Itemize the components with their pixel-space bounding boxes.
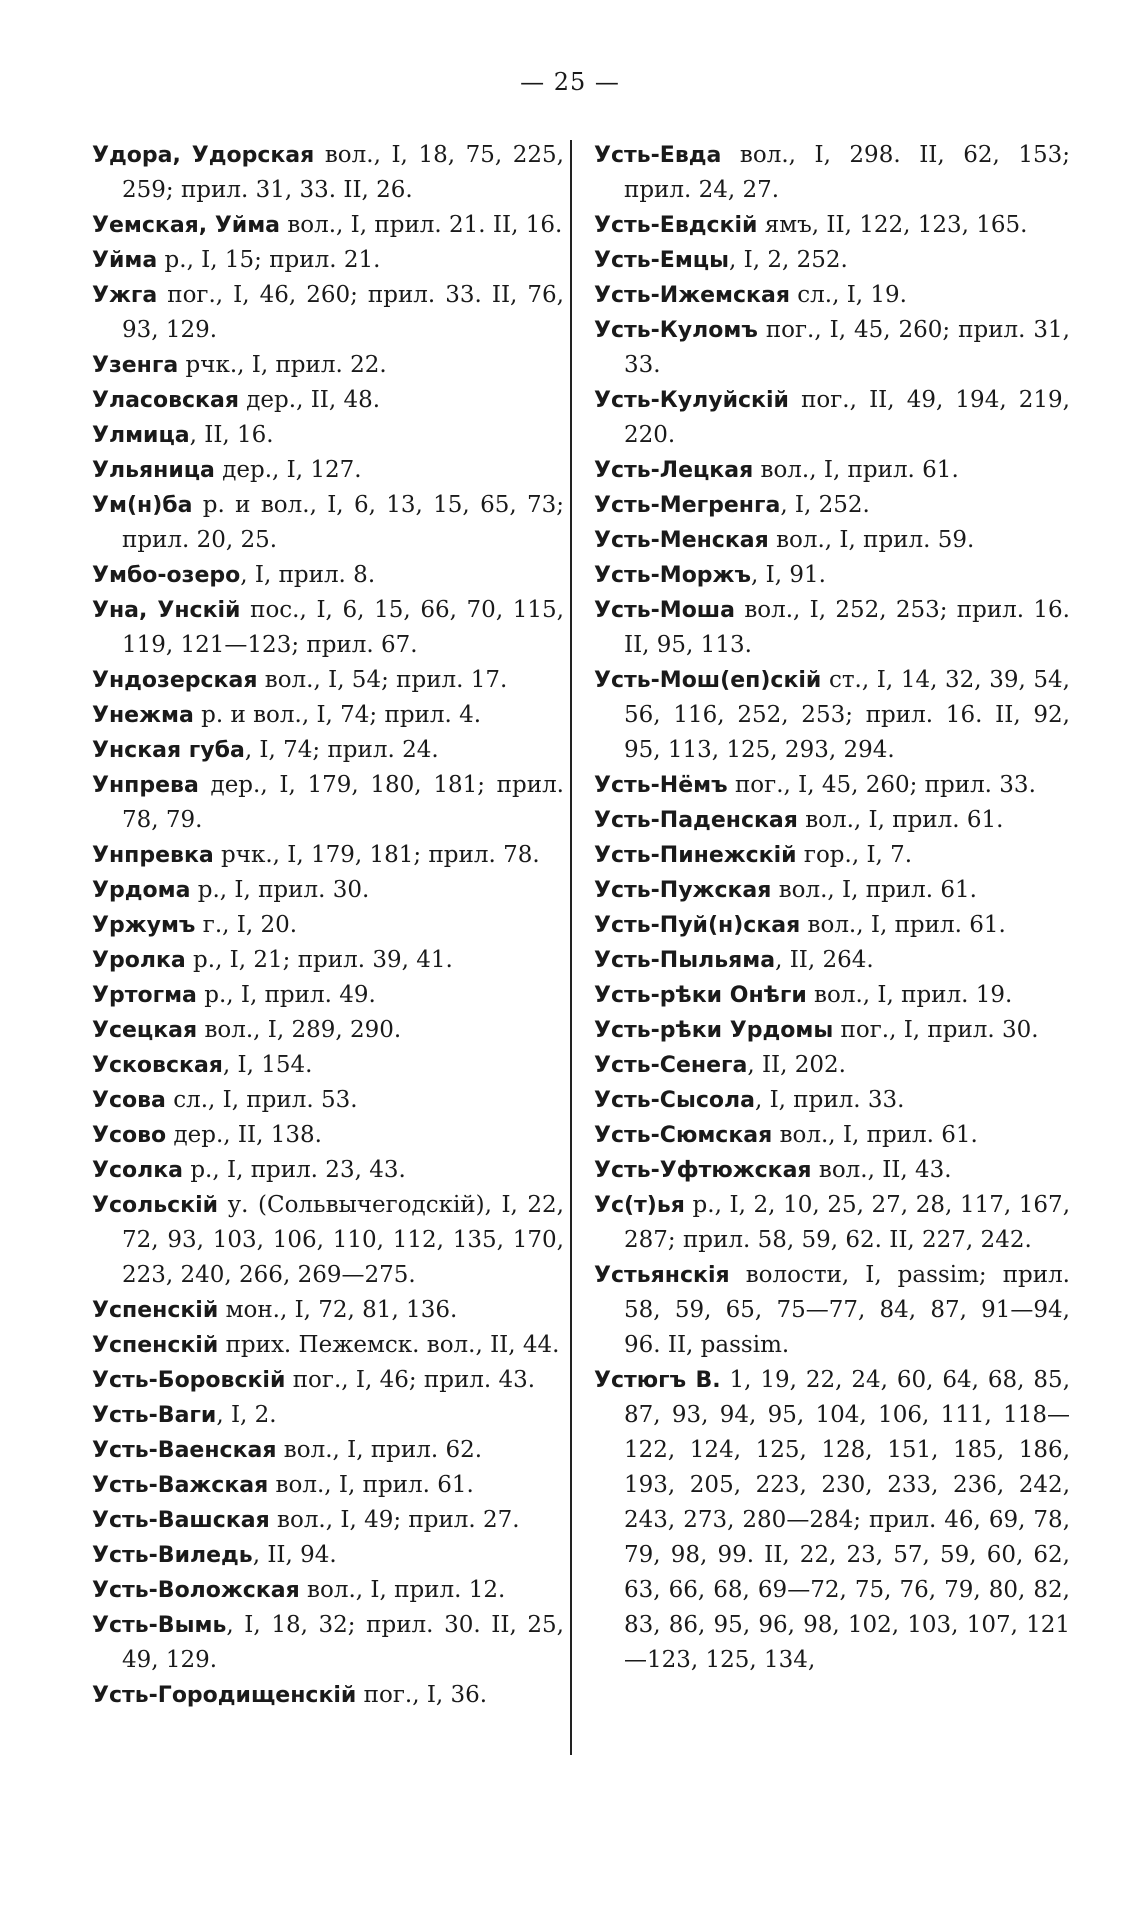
index-entry — [594, 278, 1070, 313]
entry-references: гор., I, 7. — [796, 842, 913, 868]
entry-references: вол., I, прил. 12. — [299, 1577, 506, 1603]
entry-references: , II, 16. — [189, 422, 274, 448]
index-entry — [92, 698, 564, 733]
entry-references: ямъ, II, 122, 123, 165. — [757, 212, 1028, 238]
entry-headword: Усть-Уфтюжская — [594, 1158, 812, 1183]
left-index-column — [92, 138, 564, 1713]
index-entry — [92, 138, 564, 208]
index-entry — [594, 803, 1070, 838]
index-entry — [92, 978, 564, 1013]
entry-references: г., I, 20. — [195, 912, 298, 938]
entry-references: вол., I, прил. 61. — [772, 1122, 978, 1148]
entry-references: дер., I, 127. — [214, 457, 362, 483]
index-entry — [92, 243, 564, 278]
entry-headword: Ус(т)ья — [594, 1193, 685, 1218]
entry-headword: Ужга — [92, 283, 158, 308]
index-entry — [594, 1363, 1070, 1678]
entry-headword: Усть-Лецкая — [594, 458, 754, 483]
index-entry — [594, 838, 1070, 873]
entry-references: , I, прил. 8. — [240, 562, 376, 588]
entry-references: пог., I, прил. 30. — [833, 1017, 1039, 1043]
index-entry — [594, 243, 1070, 278]
index-entry — [92, 453, 564, 488]
entry-references: р., I, прил. 23, 43. — [183, 1157, 406, 1183]
entry-headword: Усть-Кулуйскій — [594, 388, 789, 413]
entry-headword: Унпревка — [92, 843, 214, 868]
entry-references: ст., I, 14, 32, 39, 54, 56, 116, 252, 253; прил. 16. II, 92, 95, 113, 125, 293, 294. — [624, 667, 1070, 763]
index-entry — [92, 1468, 564, 1503]
entry-references: пог., I, 36. — [356, 1682, 488, 1708]
entry-headword: Усть-Мош(еп)скій — [594, 668, 822, 693]
entry-references: вол., I, 18, 75, 225, 259; прил. 31, 33. II, 26. — [122, 142, 564, 203]
entry-headword: Усть-Пинежскій — [594, 843, 797, 868]
entry-references: пог., II, 49, 194, 219, 220. — [624, 387, 1070, 448]
entry-headword: Усть-Сюмская — [594, 1123, 773, 1148]
entry-references: вол., II, 43. — [811, 1157, 952, 1183]
index-entry — [92, 838, 564, 873]
index-entry — [594, 768, 1070, 803]
entry-references: , I, 74; прил. 24. — [244, 737, 439, 763]
index-entry — [92, 908, 564, 943]
entry-headword: Умбо-озеро — [92, 563, 241, 588]
entry-headword: Узенга — [92, 353, 179, 378]
index-entry — [594, 1118, 1070, 1153]
index-entry — [92, 208, 564, 243]
right-index-column — [594, 138, 1070, 1678]
entry-references: р. и вол., I, 6, 13, 15, 65, 73; прил. 20, 25. — [122, 492, 564, 553]
entry-references: вол., I, 49; прил. 27. — [269, 1507, 520, 1533]
index-entry — [92, 1153, 564, 1188]
index-entry — [92, 383, 564, 418]
entry-headword: Усть-Ваенская — [92, 1438, 277, 1463]
index-entry — [92, 1013, 564, 1048]
entry-headword: Усть-Важская — [92, 1473, 269, 1498]
entry-references: , II, 94. — [252, 1542, 337, 1568]
index-entry — [594, 1153, 1070, 1188]
index-entry — [594, 208, 1070, 243]
index-entry — [92, 1048, 564, 1083]
entry-references: , I, 2. — [216, 1402, 277, 1428]
index-entry — [594, 593, 1070, 663]
entry-references: , II, 264. — [775, 947, 874, 973]
entry-headword: Удора, Удорская — [92, 143, 315, 168]
entry-headword: Унежма — [92, 703, 194, 728]
index-entry — [92, 1433, 564, 1468]
index-entry — [594, 873, 1070, 908]
entry-references: пос., I, 6, 15, 66, 70, 115, 119, 121—123; прил. 67. — [122, 597, 564, 658]
entry-references: волости, I, passim; прил. 58, 59, 65, 75—77, 84, 87, 91—94, 96. II, passim. — [624, 1262, 1070, 1358]
entry-headword: Успенскій — [92, 1333, 219, 1358]
entry-headword: Успенскій — [92, 1298, 219, 1323]
index-entry — [92, 663, 564, 698]
entry-headword: Ульяница — [92, 458, 215, 483]
index-entry — [594, 1083, 1070, 1118]
entry-references: пог., I, 46; прил. 43. — [285, 1367, 536, 1393]
entry-references: р., I, 2, 10, 25, 27, 28, 117, 167, 287; прил. 58, 59, 62. II, 227, 242. — [624, 1192, 1070, 1253]
entry-references: , I, 2, 252. — [729, 247, 848, 273]
entry-headword: Усова — [92, 1088, 166, 1113]
index-entry — [92, 558, 564, 593]
entry-headword: Ум(н)ба — [92, 493, 193, 518]
index-entry — [594, 978, 1070, 1013]
entry-headword: Устьянскія — [594, 1263, 730, 1288]
entry-headword: Усецкая — [92, 1018, 198, 1043]
entry-headword: Усть-Воложская — [92, 1578, 300, 1603]
index-entry — [594, 523, 1070, 558]
index-entry — [92, 418, 564, 453]
index-entry — [594, 453, 1070, 488]
column-divider — [570, 140, 572, 1755]
entry-references: вол., I, 298. II, 62, 153; прил. 24, 27. — [624, 142, 1070, 203]
entry-references: вол., I, 289, 290. — [197, 1017, 402, 1043]
entry-headword: Усть-Боровскій — [92, 1368, 286, 1393]
entry-references: 1, 19, 22, 24, 60, 64, 68, 85, 87, 93, 94, 95, 104, 106, 111, 118—122, 124, 125, 128, 151, 185, 186, 193, 205, 223, 230, 233, 236, 242, 243, 273, 280—284; прил. 46, 69, 78, 79, 98, 99. II, 22, 23, 57, 59, 60, 62, 63, 66, 68, 69—72, 75, 76, 79, 80, 82, 83, 86, 95, 96, 98, 102, 103, 107, 121—123, 125, 134, — [624, 1367, 1070, 1673]
entry-references: пог., I, 46, 260; прил. 33. II, 76, 93, 129. — [122, 282, 564, 343]
entry-references: , II, 202. — [747, 1052, 846, 1078]
entry-references: рчк., I, прил. 22. — [178, 352, 387, 378]
entry-headword: Уржумъ — [92, 913, 196, 938]
entry-headword: Усть-Паденская — [594, 808, 798, 833]
entry-headword: Усть-Нёмъ — [594, 773, 728, 798]
entry-headword: Усово — [92, 1123, 167, 1148]
entry-headword: Унпрева — [92, 773, 199, 798]
entry-references: вол., I, прил. 19. — [806, 982, 1013, 1008]
index-entry — [594, 663, 1070, 768]
entry-headword: Усть-Виледь — [92, 1543, 253, 1568]
index-entry — [92, 1678, 564, 1713]
entry-references: дер., I, 179, 180, 181; прил. 78, 79. — [122, 772, 564, 833]
entry-headword: Усть-Евда — [594, 143, 722, 168]
entry-headword: Усть-Ваги — [92, 1403, 217, 1428]
entry-references: вол., I, прил. 61. — [771, 877, 977, 903]
entry-references: , I, прил. 33. — [754, 1087, 905, 1113]
entry-references: вол., I, прил. 62. — [276, 1437, 483, 1463]
index-entry — [92, 1538, 564, 1573]
index-entry — [92, 768, 564, 838]
entry-headword: Ундозерская — [92, 668, 258, 693]
index-entry — [92, 278, 564, 348]
index-entry — [594, 383, 1070, 453]
entry-references: р., I, прил. 30. — [190, 877, 370, 903]
entry-references: пог., I, 45, 260; прил. 33. — [727, 772, 1036, 798]
entry-headword: Усть-Пужская — [594, 878, 772, 903]
index-entry — [92, 1573, 564, 1608]
index-entry — [92, 873, 564, 908]
entry-references: р., I, 15; прил. 21. — [157, 247, 381, 273]
entry-headword: Усть-Куломъ — [594, 318, 758, 343]
entry-headword: Усть-Сысола — [594, 1088, 755, 1113]
index-entry — [594, 1048, 1070, 1083]
index-entry — [594, 313, 1070, 383]
entry-headword: Уна, Унскій — [92, 598, 241, 623]
index-entry — [92, 1118, 564, 1153]
entry-references: , I, 252. — [780, 492, 870, 518]
entry-headword: Усть-Вашская — [92, 1508, 270, 1533]
entry-headword: Усть-рѣки Онѣги — [594, 983, 807, 1008]
index-entry — [92, 348, 564, 383]
entry-references: , I, 154. — [222, 1052, 313, 1078]
entry-headword: Усть-Моржъ — [594, 563, 751, 588]
entry-references: р., I, 21; прил. 39, 41. — [185, 947, 453, 973]
index-entry — [92, 1608, 564, 1678]
index-entry — [92, 1363, 564, 1398]
index-entry — [92, 733, 564, 768]
entry-references: р. и вол., I, 74; прил. 4. — [193, 702, 482, 728]
entry-headword: Усолка — [92, 1158, 184, 1183]
entry-headword: Уртогма — [92, 983, 197, 1008]
entry-headword: Усть-Ижемская — [594, 283, 790, 308]
entry-headword: Усть-рѣки Урдомы — [594, 1018, 834, 1043]
entry-references: рчк., I, 179, 181; прил. 78. — [213, 842, 540, 868]
index-entry — [92, 1398, 564, 1433]
entry-references: вол., I, 54; прил. 17. — [257, 667, 508, 693]
entry-references: вол., I, прил. 59. — [768, 527, 975, 553]
entry-headword: Усть-Менская — [594, 528, 769, 553]
index-entry — [92, 593, 564, 663]
index-entry — [594, 908, 1070, 943]
entry-headword: Усть-Мегренга — [594, 493, 781, 518]
entry-references: мон., I, 72, 81, 136. — [218, 1297, 458, 1323]
entry-references: дер., II, 48. — [238, 387, 381, 413]
index-entry — [92, 1083, 564, 1118]
entry-headword: Уролка — [92, 948, 186, 973]
entry-headword: Усть-Евдскій — [594, 213, 758, 238]
entry-headword: Уласовская — [92, 388, 239, 413]
entry-references: у. (Сольвычегодскій), I, 22, 72, 93, 103, 106, 110, 112, 135, 170, 223, 240, 266, 269—275. — [122, 1192, 564, 1288]
entry-headword: Усть-Городищенскій — [92, 1683, 357, 1708]
entry-references: вол., I, прил. 61. — [268, 1472, 474, 1498]
entry-headword: Уйма — [92, 248, 158, 273]
entry-headword: Усольскій — [92, 1193, 219, 1218]
index-entry — [92, 1503, 564, 1538]
entry-headword: Усковская — [92, 1053, 223, 1078]
index-entry — [92, 488, 564, 558]
entry-headword: Улмица — [92, 423, 190, 448]
entry-headword: Унская губа — [92, 738, 245, 763]
entry-references: вол., I, прил. 61. — [797, 807, 1004, 833]
entry-references: пог., I, 45, 260; прил. 31, 33. — [624, 317, 1070, 378]
entry-headword: Усть-Вымь — [92, 1613, 227, 1638]
index-entry — [594, 1013, 1070, 1048]
entry-references: вол., I, прил. 61. — [800, 912, 1006, 938]
entry-references: , I, 18, 32; прил. 30. II, 25, 49, 129. — [122, 1612, 564, 1673]
entry-headword: Уемская, Уйма — [92, 213, 281, 238]
entry-references: р., I, прил. 49. — [196, 982, 376, 1008]
index-entry — [594, 1188, 1070, 1258]
index-entry — [594, 138, 1070, 208]
index-entry — [92, 1293, 564, 1328]
entry-headword: Усть-Сенега — [594, 1053, 748, 1078]
entry-references: прих. Пежемск. вол., II, 44. — [218, 1332, 560, 1358]
entry-headword: Усть-Емцы — [594, 248, 730, 273]
entry-references: сл., I, прил. 53. — [165, 1087, 358, 1113]
entry-headword: Усть-Моша — [594, 598, 736, 623]
entry-headword: Устюгъ В. — [594, 1368, 721, 1393]
entry-references: сл., I, 19. — [789, 282, 907, 308]
index-entry — [92, 1328, 564, 1363]
index-entry — [594, 488, 1070, 523]
index-entry — [92, 943, 564, 978]
entry-headword: Усть-Пуй(н)ская — [594, 913, 801, 938]
index-entry — [594, 558, 1070, 593]
entry-references: вол., I, прил. 61. — [753, 457, 959, 483]
index-entry — [92, 1188, 564, 1293]
entry-headword: Усть-Пыльяма — [594, 948, 776, 973]
page-number: — 25 — — [520, 68, 620, 96]
entry-references: , I, 91. — [750, 562, 826, 588]
index-entry — [594, 943, 1070, 978]
entry-headword: Урдома — [92, 878, 191, 903]
index-entry — [594, 1258, 1070, 1363]
entry-references: вол., I, 252, 253; прил. 16. II, 95, 113. — [624, 597, 1070, 658]
entry-references: вол., I, прил. 21. II, 16. — [280, 212, 563, 238]
entry-references: дер., II, 138. — [166, 1122, 322, 1148]
